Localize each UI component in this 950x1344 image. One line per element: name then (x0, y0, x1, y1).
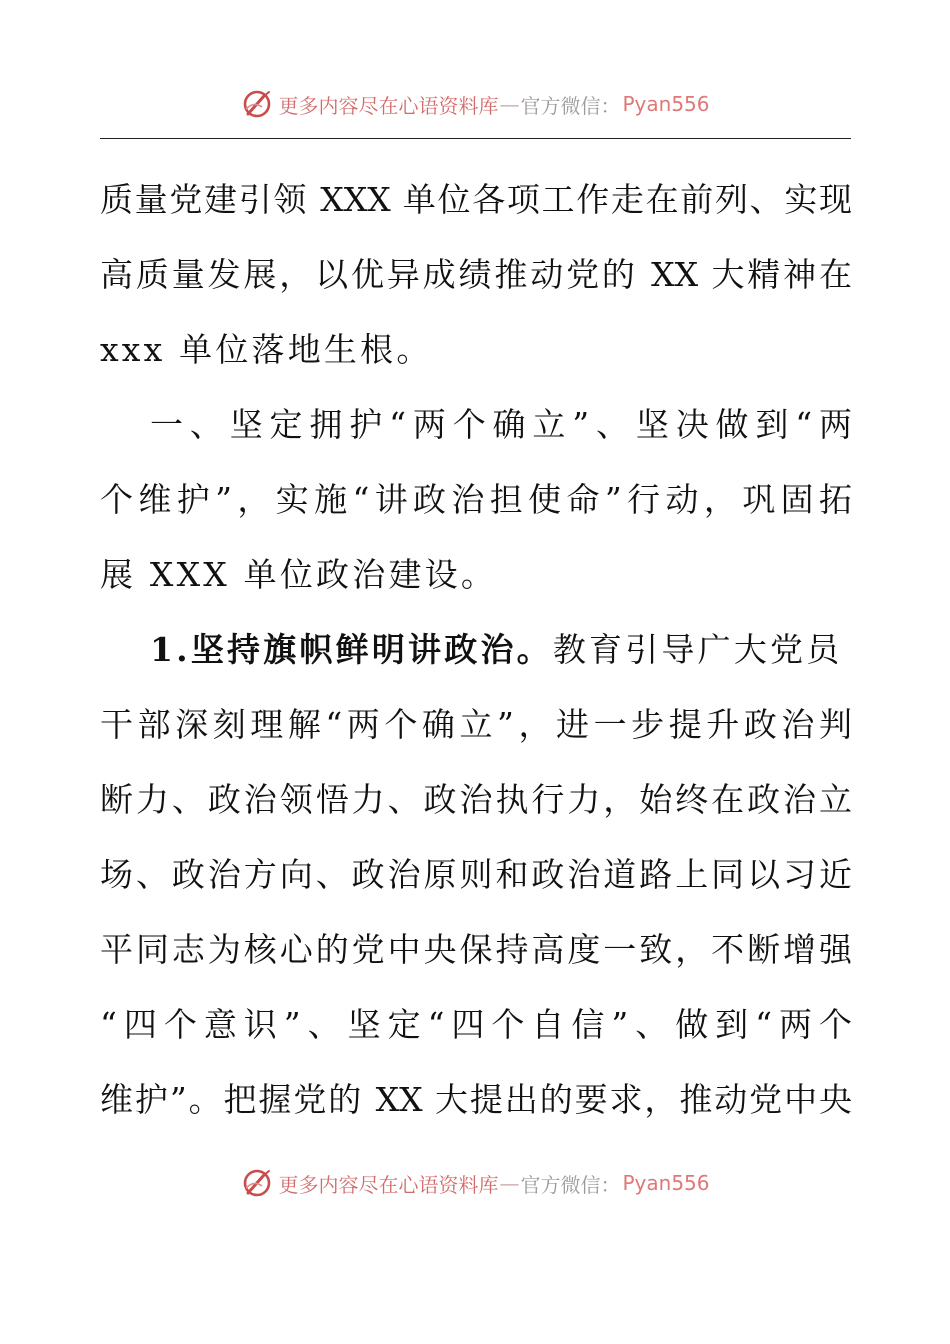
item-1-line (100, 612, 852, 687)
section-heading-line: 一、坚定拥护“两个确立”、坚决做到“两 (150, 405, 852, 444)
header-banner (0, 84, 950, 124)
body-line: 场、政治方向、政治原则和政治道路上同以习近 (100, 855, 852, 894)
body-line: “四个意识”、坚定“四个自信”、做到“两个 (100, 1005, 852, 1044)
body-line: 断力、政治领悟力、政治执行力，始终在政治立 (100, 780, 852, 819)
banner-text: 更多内容尽在心语资料库 (278, 93, 499, 118)
section-heading-line: 个维护”，实施“讲政治担使命”行动，巩固拓 (100, 480, 852, 519)
pen-logo-icon (240, 1166, 274, 1200)
pen-logo-icon (240, 87, 274, 121)
body-line: 维护”。把握党的 XX 大提出的要求，推动党中央 (100, 1080, 852, 1119)
section-heading-line: 展 XXX 单位政治建设。 (100, 555, 498, 594)
banner-wechat-label: 官方微信： (520, 93, 621, 118)
item-1-heading: 1.坚持旗帜鲜明讲政治。 (150, 630, 553, 669)
document-body (100, 162, 852, 1137)
header-divider (100, 138, 851, 139)
body-line: 高质量发展，以优异成绩推动党的 XX 大精神在 (100, 255, 852, 294)
banner-dash: — (499, 92, 520, 116)
banner-text: 更多内容尽在心语资料库 (278, 1172, 499, 1197)
body-line: 质量党建引领 XXX 单位各项工作走在前列、实现 (100, 180, 852, 219)
body-line: 干部深刻理解“两个确立”，进一步提升政治判 (100, 705, 852, 744)
banner-wechat-id: Pyan556 (622, 92, 710, 116)
banner-wechat-label: 官方微信： (520, 1172, 621, 1197)
item-1-text: 教育引导广大党员 (552, 630, 843, 669)
banner-dash: — (499, 1171, 520, 1195)
footer-banner (0, 1163, 950, 1203)
body-line: xxx 单位落地生根。 (100, 330, 433, 369)
banner-wechat-id: Pyan556 (622, 1171, 710, 1195)
body-line: 平同志为核心的党中央保持高度一致，不断增强 (100, 930, 852, 969)
